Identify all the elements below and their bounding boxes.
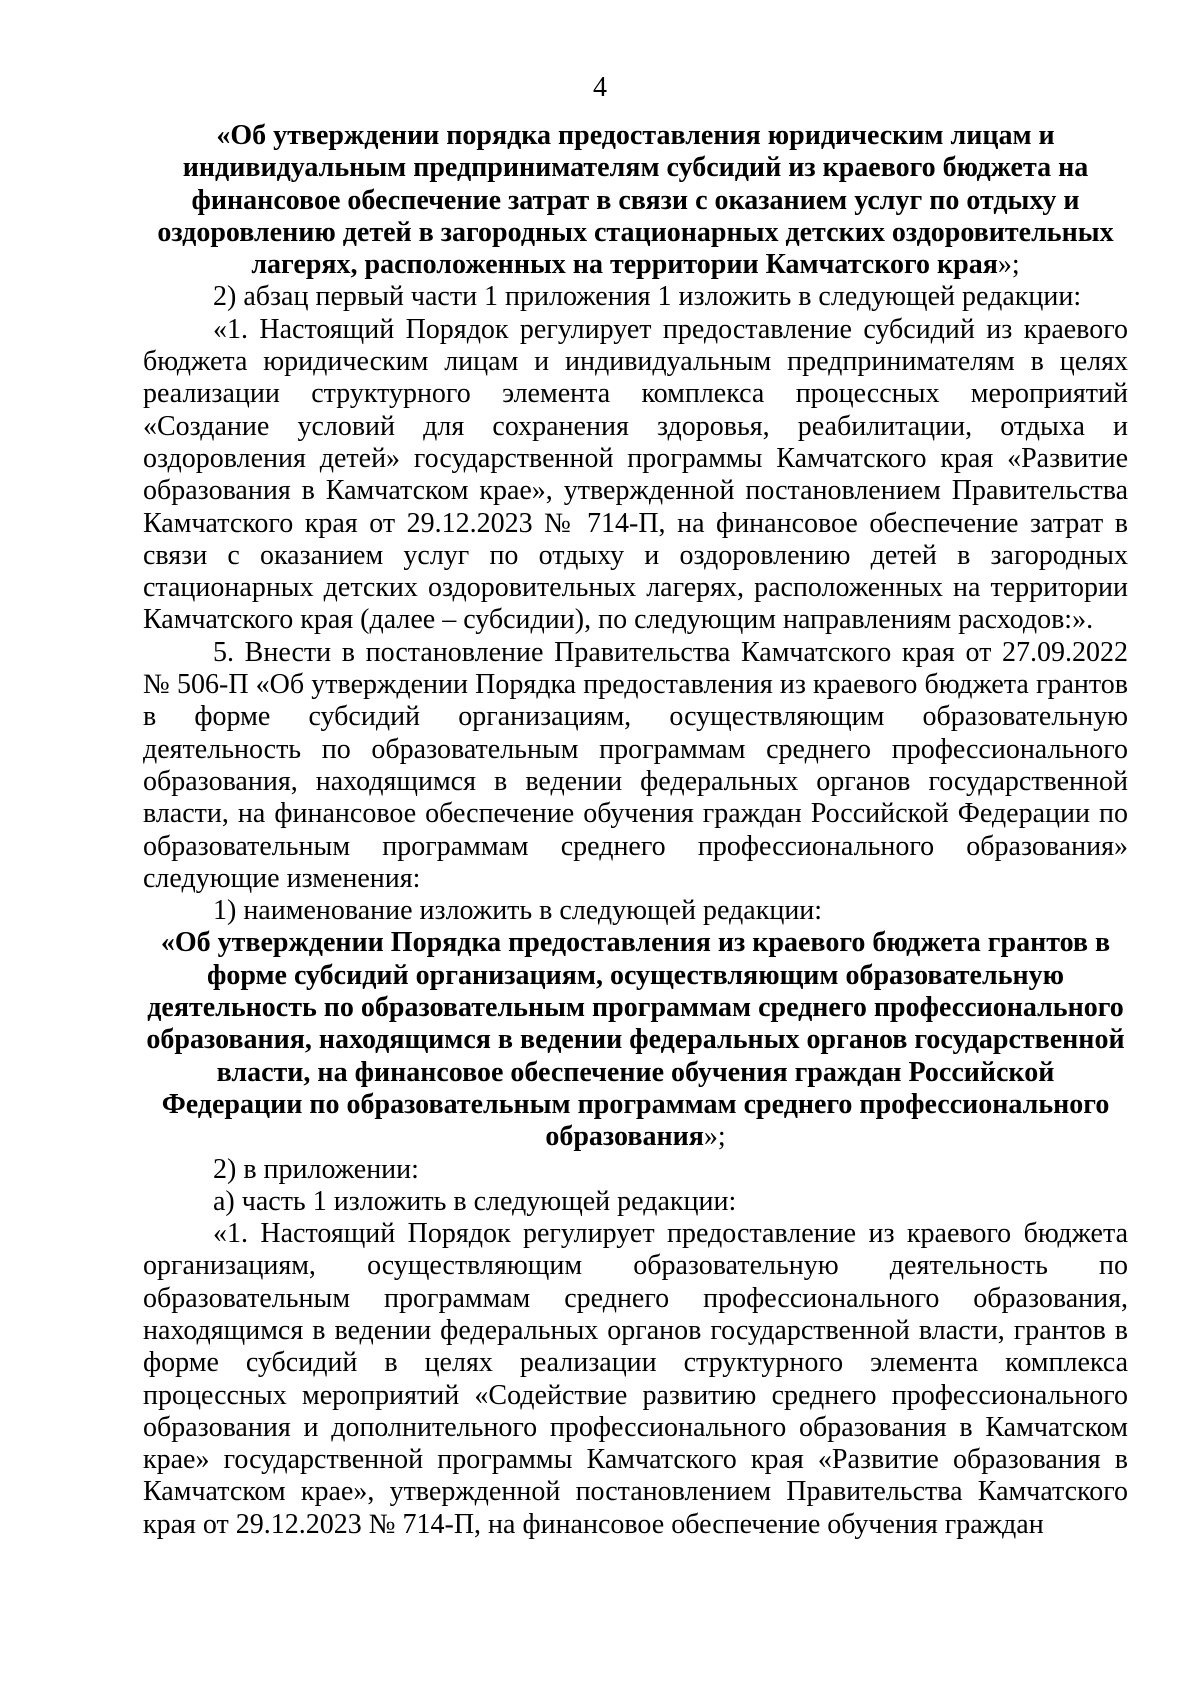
heading-2-tail: »; bbox=[703, 1121, 726, 1153]
heading-resolution-title-1 bbox=[143, 120, 1128, 281]
heading-2-bold-text: «Об утверждении Порядка предоставления из краевого бюджета грантов в форме субсидий организациям, осуществляющим образовательную деятельность по образовательным программам среднего профессионального образования, находящимся в ведении федеральных органов государственной власти, на финансовое обеспечение обучения граждан Российской Федерации по образовательным программам среднего профессионального образования bbox=[146, 927, 1125, 1153]
paragraph-quote-part-1: «1. Настоящий Порядок регулирует предоставление субсидий из краевого бюджета юридическим лицам и индивидуальным предпринимателям в целях реализации структурного элемента комплекса процессных мероприятий «Создание условий для сохранения здоровья, реабилитации, отдыха и оздоровления детей» государственной программы Камчатского края «Развитие образования в Камчатском крае», утвержденной постановлением Правительства Камчатского края от 29.12.2023 № 714-П, на финансовое обеспечение затрат в связи с оказанием услуг по отдыху и оздоровлению детей в загородных стационарных детских оздоровительных лагерях, расположенных на территории Камчатского края (далее – субсидии), по следующим направлениям расходов:». bbox=[143, 313, 1128, 636]
paragraph-item-a: а) часть 1 изложить в следующей редакции: bbox=[213, 1185, 737, 1217]
heading-resolution-title-2 bbox=[143, 927, 1128, 1153]
paragraph-quote-part-1-grants: «1. Настоящий Порядок регулирует предоставление из краевого бюджета организациям, осуществляющим образовательную деятельность по образовательным программам среднего профессионального образования, находящимся в ведении федеральных органов государственной власти, грантов в форме субсидий в целях реализации структурного элемента комплекса процессных мероприятий «Содействие развитию среднего профессионального образования и дополнительного профессионального образования в Камчатском крае» государственной программы Камчатского края «Развитие образования в Камчатском крае», утвержденной постановлением Правительства Камчатского края от 29.12.2023 № 714-П, на финансовое обеспечение обучения граждан bbox=[143, 1218, 1128, 1540]
paragraph-item-2-abzac: 2) абзац первый части 1 приложения 1 изложить в следующей редакции: bbox=[213, 281, 1082, 313]
heading-1-tail: »; bbox=[997, 249, 1020, 281]
document-body bbox=[143, 120, 1128, 1541]
heading-1-bold-text: «Об утверждении порядка предоставления юридическим лицам и индивидуальным предпринимателям субсидий из краевого бюджета на финансовое обеспечение затрат в связи с оказанием услуг по отдыху и оздоровлению детей в загородных стационарных детских оздоровительных лагерях, расположенных на территории Камчатского края bbox=[157, 120, 1114, 281]
paragraph-item-5: 5. Внести в постановление Правительства Камчатского края от 27.09.2022 № 506-П «Об утверждении Порядка предоставления из краевого бюджета грантов в форме субсидий организациям, осуществляющим образовательную деятельность по образовательным программам среднего профессионального образования, находящимся в ведении федеральных органов государственной власти, на финансовое обеспечение обучения граждан Российской Федерации по образовательным программам среднего профессионального образования» следующие изменения: bbox=[143, 636, 1128, 894]
paragraph-item-1-name: 1) наименование изложить в следующей редакции: bbox=[213, 895, 823, 927]
page-number: 4 bbox=[593, 72, 607, 103]
paragraph-item-2-appendix: 2) в приложении: bbox=[213, 1153, 419, 1185]
